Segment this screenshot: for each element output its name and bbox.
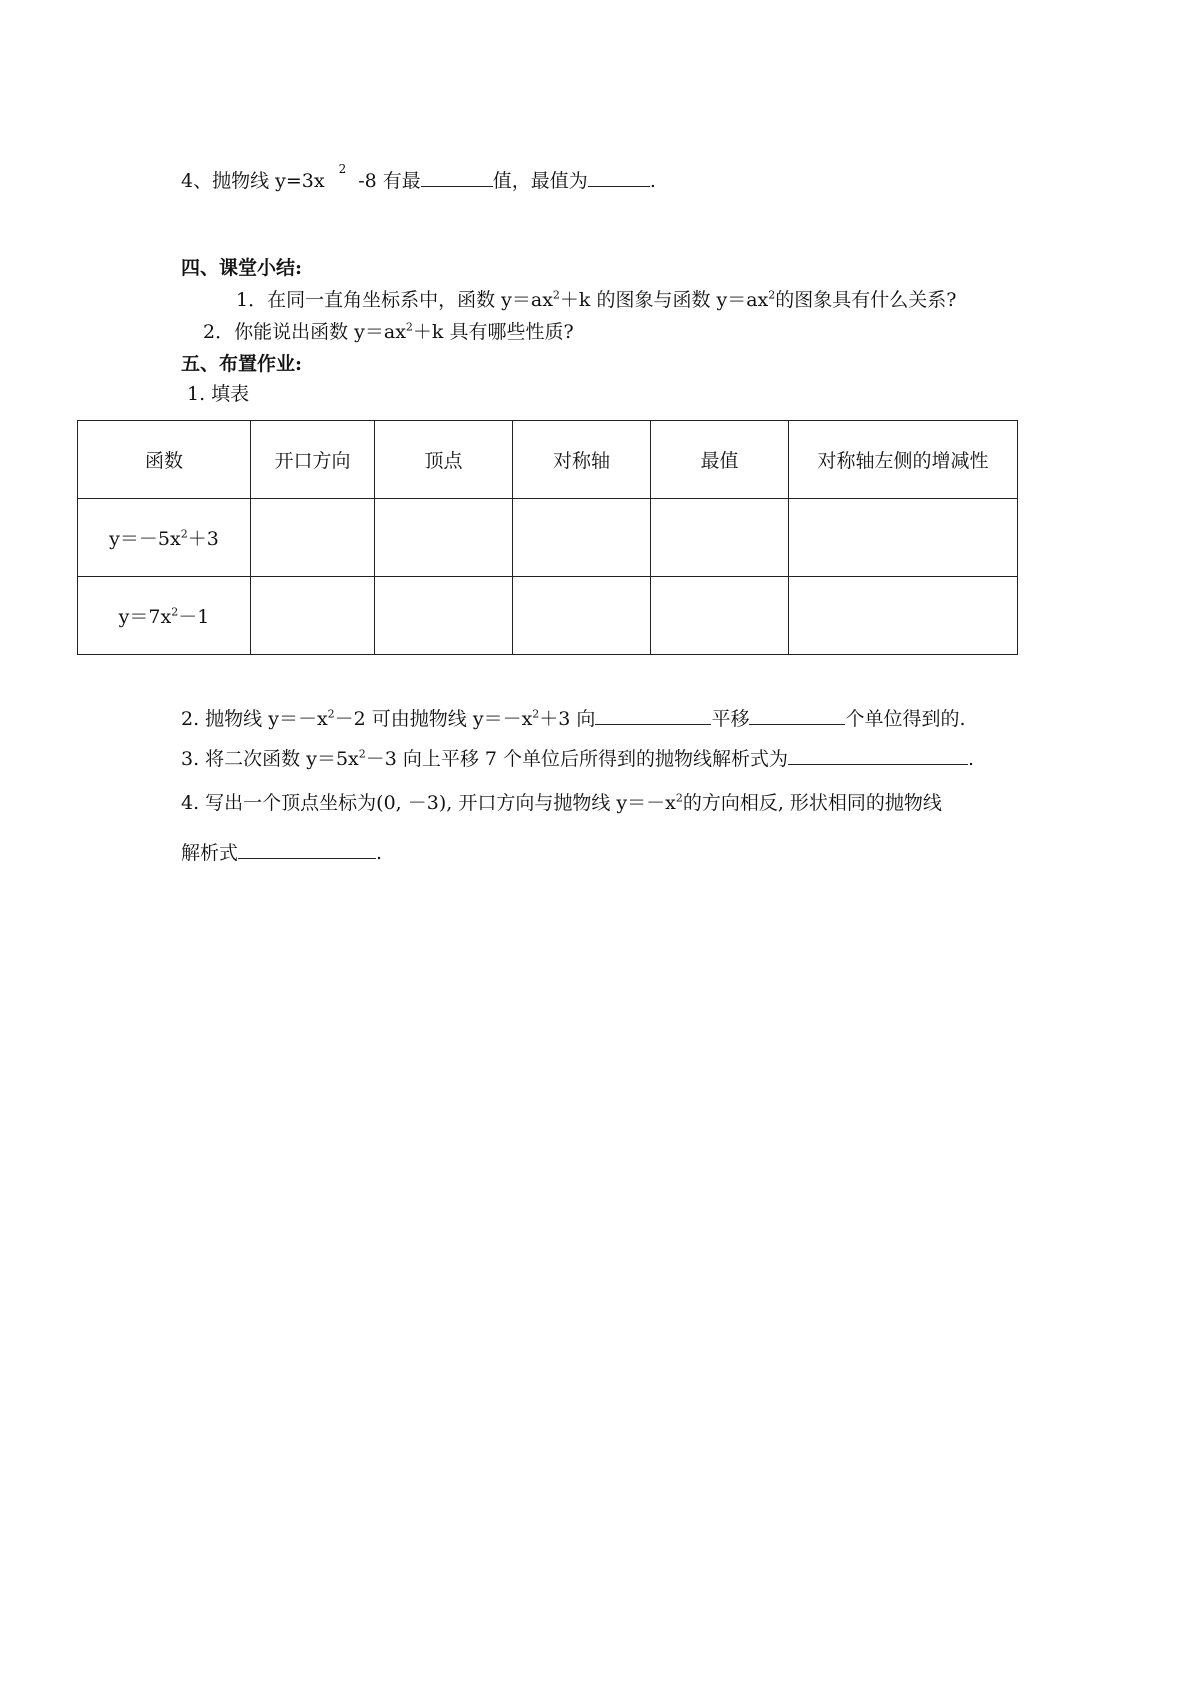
table-answer-cell[interactable] (251, 577, 375, 655)
question-4 (181, 162, 656, 195)
table-header-row (78, 421, 1018, 499)
table-header-cell: 对称轴左侧的增减性 (789, 421, 1018, 499)
homework-item-1: 1. 填表 (187, 383, 250, 405)
item-2-text-d: 平移 (711, 708, 750, 730)
table-function-cell (78, 577, 251, 655)
homework-heading: 五、布置作业: (181, 353, 303, 375)
table-header-cell: 最值 (651, 421, 789, 499)
table-answer-cell[interactable] (513, 577, 651, 655)
item-3-text-c: . (968, 748, 975, 770)
item-2-exp-1: 2 (327, 707, 335, 721)
summary-item-1-exp-2: 2 (768, 288, 776, 302)
function-text-a: y＝－5x (109, 528, 181, 550)
q4-after-blank: 值，最值为 (492, 170, 588, 192)
item-2-blank-direction[interactable] (595, 706, 711, 725)
summary-item-2-text-b: ＋k 具有哪些性质? (412, 321, 574, 343)
item-2-blank-units[interactable] (749, 706, 845, 725)
item-4-blank[interactable] (238, 840, 376, 859)
summary-heading: 四、课堂小结: (181, 257, 303, 279)
homework-item-2 (181, 706, 966, 731)
item-3-text-b: －3 向上平移 7 个单位后所得到的抛物线解析式为 (365, 748, 789, 770)
table-function-cell (78, 499, 251, 577)
table-answer-cell[interactable] (513, 499, 651, 577)
q4-blank-1[interactable] (421, 168, 493, 187)
item-2-exp-2: 2 (532, 707, 540, 721)
item-2-text-b: －2 可由抛物线 y＝－x (334, 708, 533, 730)
function-exp: 2 (180, 527, 188, 541)
table-row (78, 499, 1018, 577)
table-header-cell: 顶点 (375, 421, 513, 499)
summary-item-1-text-c: 的图象具有什么关系? (775, 289, 957, 311)
item-3-blank[interactable] (788, 746, 968, 765)
table-answer-cell[interactable] (789, 577, 1018, 655)
q4-prefix: 4、抛物线 y=3x (181, 170, 325, 192)
table-answer-cell[interactable] (789, 499, 1018, 577)
q4-exponent: 2 (338, 162, 347, 176)
table-header-cell: 开口方向 (251, 421, 375, 499)
table-row (78, 577, 1018, 655)
item-2-text-e: 个单位得到的. (845, 708, 966, 730)
item-3-text-a: 3. 将二次函数 y＝5x (181, 748, 359, 770)
function-exp: 2 (171, 605, 179, 619)
item-4-text-d: . (376, 842, 383, 864)
item-2-text-a: 2. 抛物线 y＝－x (181, 708, 328, 730)
item-4-exp: 2 (675, 791, 683, 805)
table-answer-cell[interactable] (651, 577, 789, 655)
homework-item-4-continued (181, 840, 382, 865)
q4-end: . (649, 170, 656, 192)
homework-item-4 (181, 791, 942, 815)
table-header-cell: 函数 (78, 421, 251, 499)
table-header-cell: 对称轴 (513, 421, 651, 499)
function-text-b: ＋3 (187, 528, 219, 550)
summary-item-2 (203, 320, 574, 344)
q4-blank-2[interactable] (588, 168, 650, 187)
summary-item-1-text-a: 1．在同一直角坐标系中，函数 y＝ax (236, 289, 553, 311)
summary-item-2-text-a: 2．你能说出函数 y＝ax (203, 321, 406, 343)
fill-in-table (77, 420, 1018, 655)
function-text-a: y＝7x (118, 606, 172, 628)
item-4-text-c: 解析式 (181, 842, 239, 864)
function-text-b: －1 (178, 606, 210, 628)
summary-item-1-exp-1: 2 (552, 288, 560, 302)
summary-item-2-exp: 2 (405, 320, 413, 334)
item-2-text-c: ＋3 向 (539, 708, 596, 730)
item-4-text-a: 4. 写出一个顶点坐标为(0, －3), 开口方向与抛物线 y＝－x (181, 792, 676, 814)
item-4-text-b: 的方向相反, 形状相同的抛物线 (682, 792, 942, 814)
summary-item-1 (236, 288, 956, 312)
table-answer-cell[interactable] (651, 499, 789, 577)
table-answer-cell[interactable] (251, 499, 375, 577)
homework-item-3 (181, 746, 974, 771)
item-3-exp: 2 (358, 747, 366, 761)
table-answer-cell[interactable] (375, 577, 513, 655)
q4-middle: -8 有最 (358, 170, 421, 192)
summary-item-1-text-b: ＋k 的图象与函数 y＝ax (559, 289, 769, 311)
table-answer-cell[interactable] (375, 499, 513, 577)
